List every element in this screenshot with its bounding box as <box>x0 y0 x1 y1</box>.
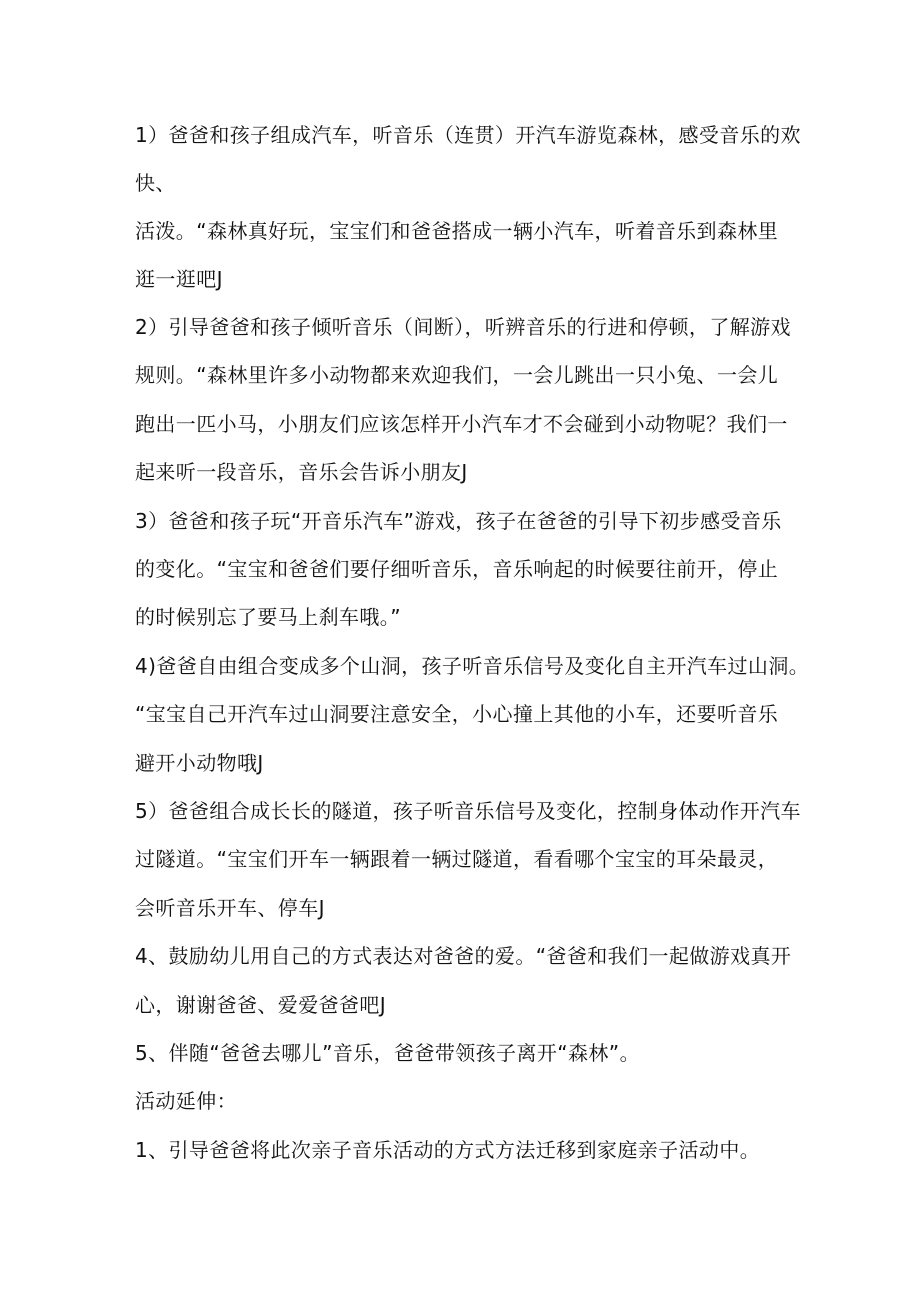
paragraph-line: 3）爸爸和孩子玩“开音乐汽车”游戏，孩子在爸爸的引导下初步感受音乐 <box>135 509 782 533</box>
paragraph-line: 4)爸爸自由组合变成多个山洞，孩子听音乐信号及变化自主开汽车过山洞。 <box>135 654 810 678</box>
paragraph-line: 起来听一段音乐，音乐会告诉小朋友J <box>135 460 468 484</box>
paragraph-line: 避开小动物哦J <box>135 751 264 775</box>
paragraph-line: 会听音乐开车、停车J <box>135 896 325 920</box>
paragraph-line: 1）爸爸和孩子组成汽车，听音乐（连贯）开汽车游览森林，感受音乐的欢 <box>135 123 801 147</box>
paragraph-line: 活泼。“森林真好玩，宝宝们和爸爸搭成一辆小汽车，听着音乐到森林里 <box>135 219 779 243</box>
paragraph-line: 的变化。“宝宝和爸爸们要仔细听音乐，音乐响起的时候要往前开，停止 <box>135 557 779 581</box>
paragraph-line: 跑出一匹小马，小朋友们应该怎样开小汽车才不会碰到小动物呢？我们一 <box>135 412 788 436</box>
paragraph-line: 的时候别忘了要马上刹车哦。” <box>135 605 401 629</box>
paragraph-line: 快、 <box>135 171 176 195</box>
paragraph-line: 规则。“森林里许多小动物都来欢迎我们，一会儿跳出一只小兔、一会儿 <box>135 363 779 387</box>
paragraph-line: “宝宝自己开汽车过山洞要注意安全，小心撞上其他的小车，还要听音乐 <box>135 702 779 726</box>
paragraph-line: 1、引导爸爸将此次亲子音乐活动的方式方法迁移到家庭亲子活动中。 <box>135 1138 761 1162</box>
paragraph-line: 2）引导爸爸和孩子倾听音乐（间断），听辨音乐的行进和停顿，了解游戏 <box>135 315 791 339</box>
paragraph-line: 逛一逛吧J <box>135 267 223 291</box>
paragraph-line: 5、伴随“爸爸去哪儿”音乐，爸爸带领孩子离开“森林”。 <box>135 1041 640 1065</box>
paragraph-line: 活动延伸： <box>135 1089 237 1113</box>
paragraph-line: 心，谢谢爸爸、爱爱爸爸吧J <box>135 993 387 1017</box>
paragraph-line: 5）爸爸组合成长长的隧道，孩子听音乐信号及变化，控制身体动作开汽车 <box>135 799 801 823</box>
paragraph-line: 过隧道。“宝宝们开车一辆跟着一辆过隧道，看看哪个宝宝的耳朵最灵， <box>135 847 779 871</box>
paragraph-line: 4、鼓励幼儿用自己的方式表达对爸爸的爱。“爸爸和我们一起做游戏真开 <box>135 944 792 968</box>
